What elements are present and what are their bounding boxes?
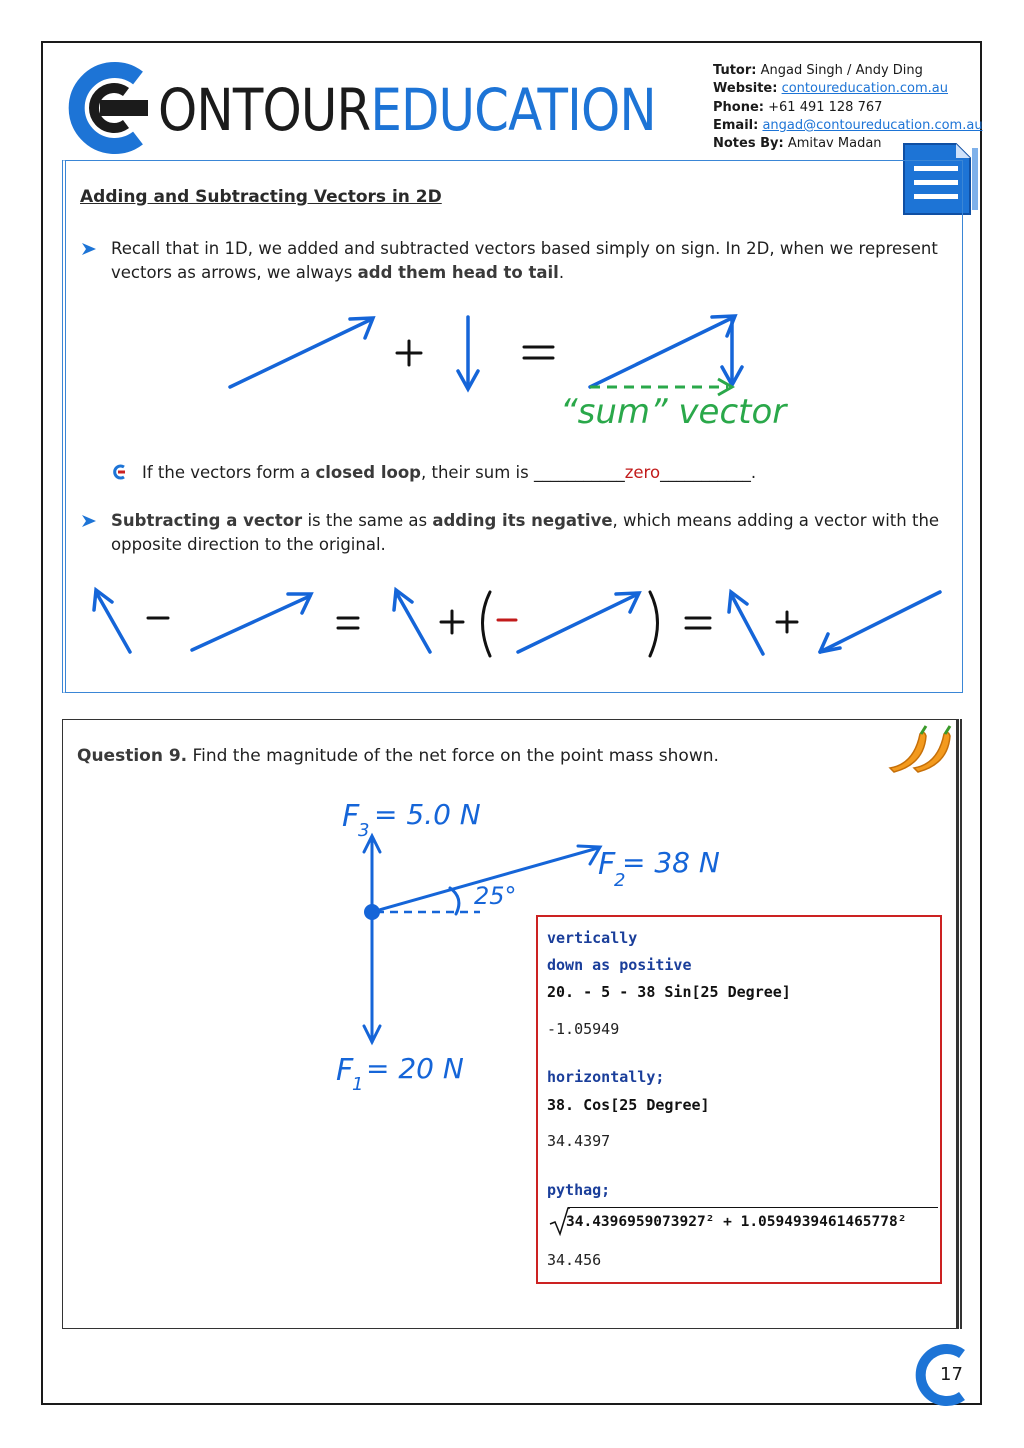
notes-value: Amitav Madan: [787, 136, 882, 152]
calc-line-horizontally: horizontally;: [547, 1068, 665, 1086]
closed-loop-b: , their sum is ___________: [420, 463, 625, 482]
f2-subscript: 2: [614, 870, 626, 891]
calc-line-vertically: vertically: [547, 929, 638, 947]
notes-label: Notes By:: [713, 136, 784, 152]
logo-wordmark: [158, 76, 656, 144]
paragraph-recall-line1: Recall that in 1D, we added and subtracted vectors based simply on sign. In 2D, when we represent: [111, 239, 938, 258]
resultant-a: [590, 317, 734, 387]
bullet-arrow-icon: [81, 514, 97, 528]
question-body: Find the magnitude of the net force on the point mass shown.: [187, 746, 719, 766]
bullet-arrow-icon: [81, 242, 97, 256]
point-mass: [364, 904, 380, 920]
logo-blue-text: EDUCATION: [370, 76, 656, 144]
contour-bullet-icon: [112, 464, 128, 480]
calc-input-vertical: 20. - 5 - 38 Sin[25 Degree]: [547, 983, 791, 1001]
open-bracket: [483, 592, 491, 656]
calc-line-down-positive: down as positive: [547, 956, 692, 974]
closed-loop-term: closed loop: [315, 463, 421, 482]
paragraph-subtracting: [111, 509, 939, 557]
equals-sign: [686, 618, 710, 628]
angle-arc: [450, 888, 459, 914]
page-number: 17: [940, 1364, 963, 1385]
closed-loop-answer: zero: [624, 463, 661, 482]
website-label: Website:: [713, 81, 778, 97]
website-link[interactable]: contoureducation.com.au: [781, 81, 949, 97]
chili-difficulty-icon: [884, 724, 954, 774]
vector-subtraction-diagram: [80, 582, 950, 662]
closed-loop-c: ___________.: [660, 463, 757, 482]
tutor-label: Tutor:: [713, 63, 757, 78]
subtracting-a: is the same as: [302, 511, 433, 530]
f1-subscript: 1: [352, 1074, 364, 1095]
f2-label: F: [598, 847, 616, 882]
section-title: Adding and Subtracting Vectors in 2D: [80, 187, 442, 207]
equals-sign: [524, 347, 553, 358]
plus-sign: [441, 611, 463, 633]
question-box-edge: [957, 719, 962, 1329]
f1-label: F: [336, 1053, 354, 1088]
tutor-value: Angad Singh / Andy Ding: [760, 63, 923, 78]
angle-label: 25°: [474, 882, 517, 910]
plus-sign: [777, 612, 797, 632]
sum-vector-label: “sum” vector: [560, 392, 787, 432]
equals-sign: [338, 618, 358, 628]
logo-dark-text: ONTOUR: [158, 76, 371, 144]
sqrt-bar: [568, 1207, 938, 1208]
calc-output-pythag: 34.456: [547, 1251, 602, 1269]
paragraph-recall: [111, 237, 938, 285]
calc-input-horizontal: 38. Cos[25 Degree]: [547, 1096, 710, 1114]
email-link[interactable]: angad@contoureducation.com.au: [762, 117, 983, 133]
question-text: [77, 746, 719, 766]
calc-output-horizontal: 34.4397: [547, 1132, 611, 1150]
paragraph-recall-line2: vectors as arrows, we always: [111, 263, 358, 282]
subtracting-b: , which means adding a vector with the: [612, 511, 940, 530]
close-bracket: [650, 592, 658, 656]
f2-value: = 38 N: [622, 846, 720, 879]
calc-output-vertical: -1.05949: [547, 1020, 620, 1038]
paragraph-recall-end: .: [558, 263, 565, 282]
head-to-tail-term: add them head to tail: [357, 263, 559, 282]
adding-negative-term: adding its negative: [432, 511, 613, 530]
subtracting-c: opposite direction to the original.: [111, 535, 386, 554]
subtracting-term: Subtracting a vector: [111, 511, 303, 530]
calc-line-pythag: pythag;: [547, 1181, 611, 1199]
phone-value: +61 491 128 767: [768, 99, 883, 115]
f3-value: = 5.0 N: [374, 798, 481, 831]
paragraph-closed-loop: [142, 461, 756, 485]
vector-a: [230, 319, 372, 387]
email-label: Email:: [713, 117, 759, 133]
f3-subscript: 3: [358, 820, 370, 841]
phone-label: Phone:: [713, 99, 764, 115]
question-label: Question 9.: [77, 746, 188, 766]
calc-input-pythag: 34.4396959073927² + 1.0594939461465778²: [566, 1214, 907, 1230]
plus-sign: [397, 341, 421, 365]
head-to-tail-diagram: [220, 305, 820, 435]
f3-label: F: [342, 799, 360, 834]
f1-value: = 20 N: [366, 1052, 464, 1085]
closed-loop-a: If the vectors form a: [142, 463, 316, 482]
